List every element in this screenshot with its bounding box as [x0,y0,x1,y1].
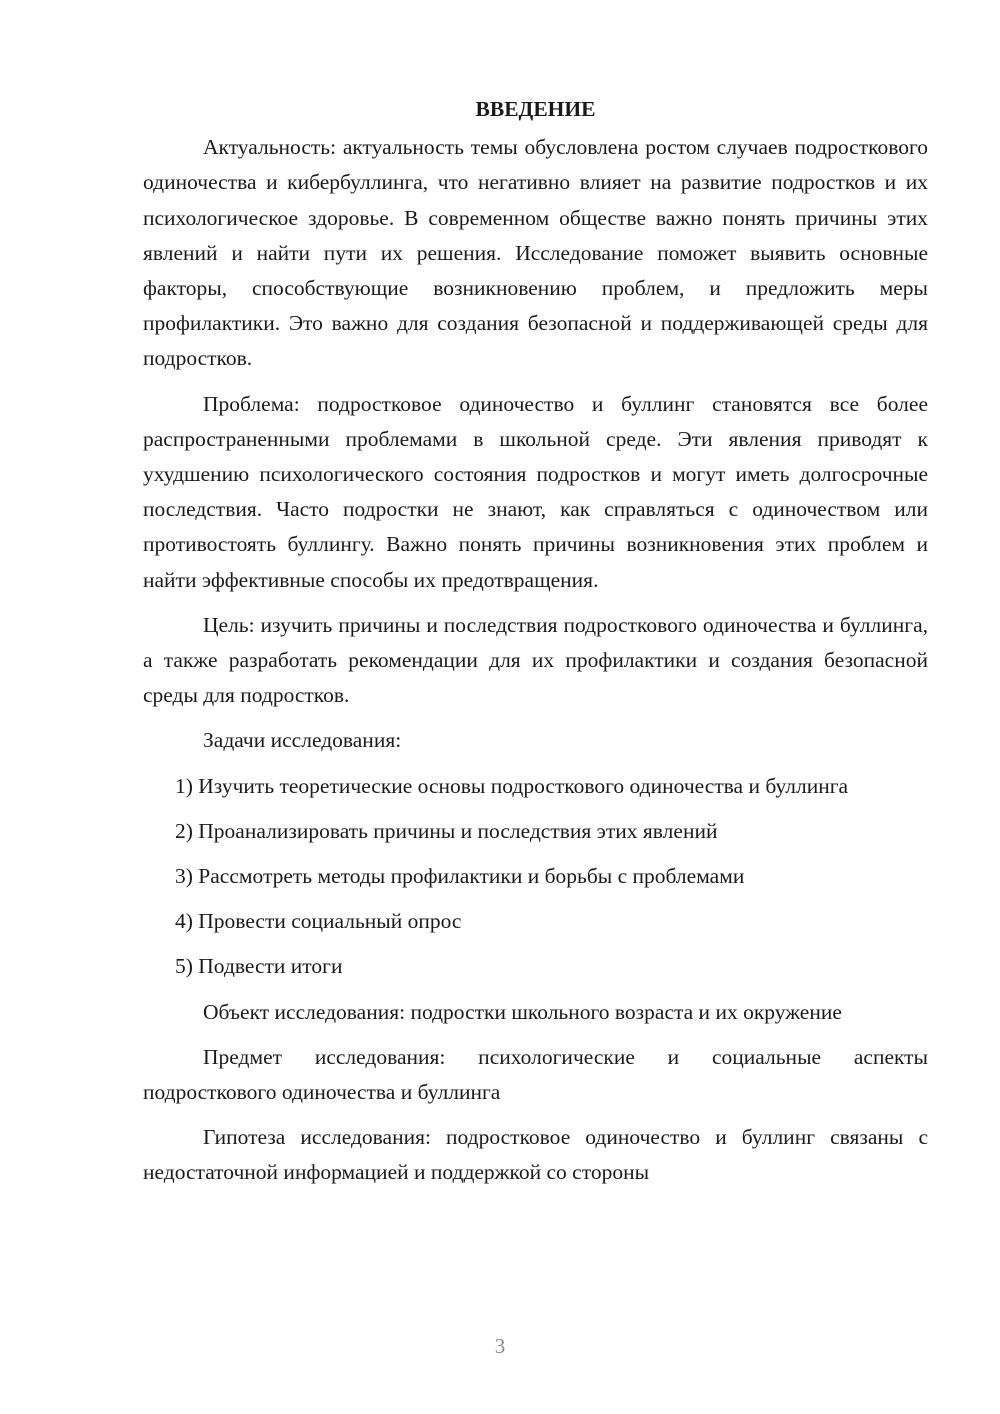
relevance-paragraph: Актуальность: актуальность темы обусловлена ростом случаев подросткового одиночества и кибербуллинга, что негативно влияет на развитие подростков и их психологическое здоровье. В современном обществе важно понять причины этих явлений и найти пути их решения. Исследование поможет выявить основные факторы, способствующие возникновению проблем, и предложить меры профилактики. Это важно для создания безопасной и поддерживающей среды для подростков. [143,135,928,371]
section-heading: ВВЕДЕНИЕ [475,97,596,121]
list-item: 4) Провести социальный опрос [175,909,462,934]
list-item: 5) Подвести итоги [175,954,343,979]
document-page [143,92,928,1201]
goal-paragraph: Цель: изучить причины и последствия подросткового одиночества и буллинга, а также разработать рекомендации для их профилактики и создания безопасной среды для подростков. [143,612,928,708]
page-number: 3 [494,1334,506,1358]
tasks-heading: Задачи исследования: [203,728,402,753]
tasks-list [143,769,928,985]
list-item: 2) Проанализировать причины и последствия этих явлений [175,818,718,843]
object-paragraph: Объект исследования: подростки школьного возраста и их окружение [203,999,842,1024]
subject-paragraph: Предмет исследования: психологические и социальные аспекты подросткового одиночества и буллинга [143,1044,928,1105]
list-item: 3) Рассмотреть методы профилактики и борьбы с проблемами [175,864,745,889]
hypothesis-paragraph: Гипотеза исследования: подростковое одиночество и буллинг связаны с недостаточной информацией и поддержкой со стороны [143,1125,928,1185]
list-item: 1) Изучить теоретические основы подросткового одиночества и буллинга [175,773,849,798]
problem-paragraph: Проблема: подростковое одиночество и буллинг становятся все более распространенными проблемами в школьной среде. Эти явления приводят к ухудшению психологического состояния подростков и могут иметь долгосрочные последствия. Часто подростки не знают, как справляться с одиночеством или противостоять буллингу. Важно понять причины возникновения этих проблем и найти эффективные способы их предотвращения. [143,391,928,592]
